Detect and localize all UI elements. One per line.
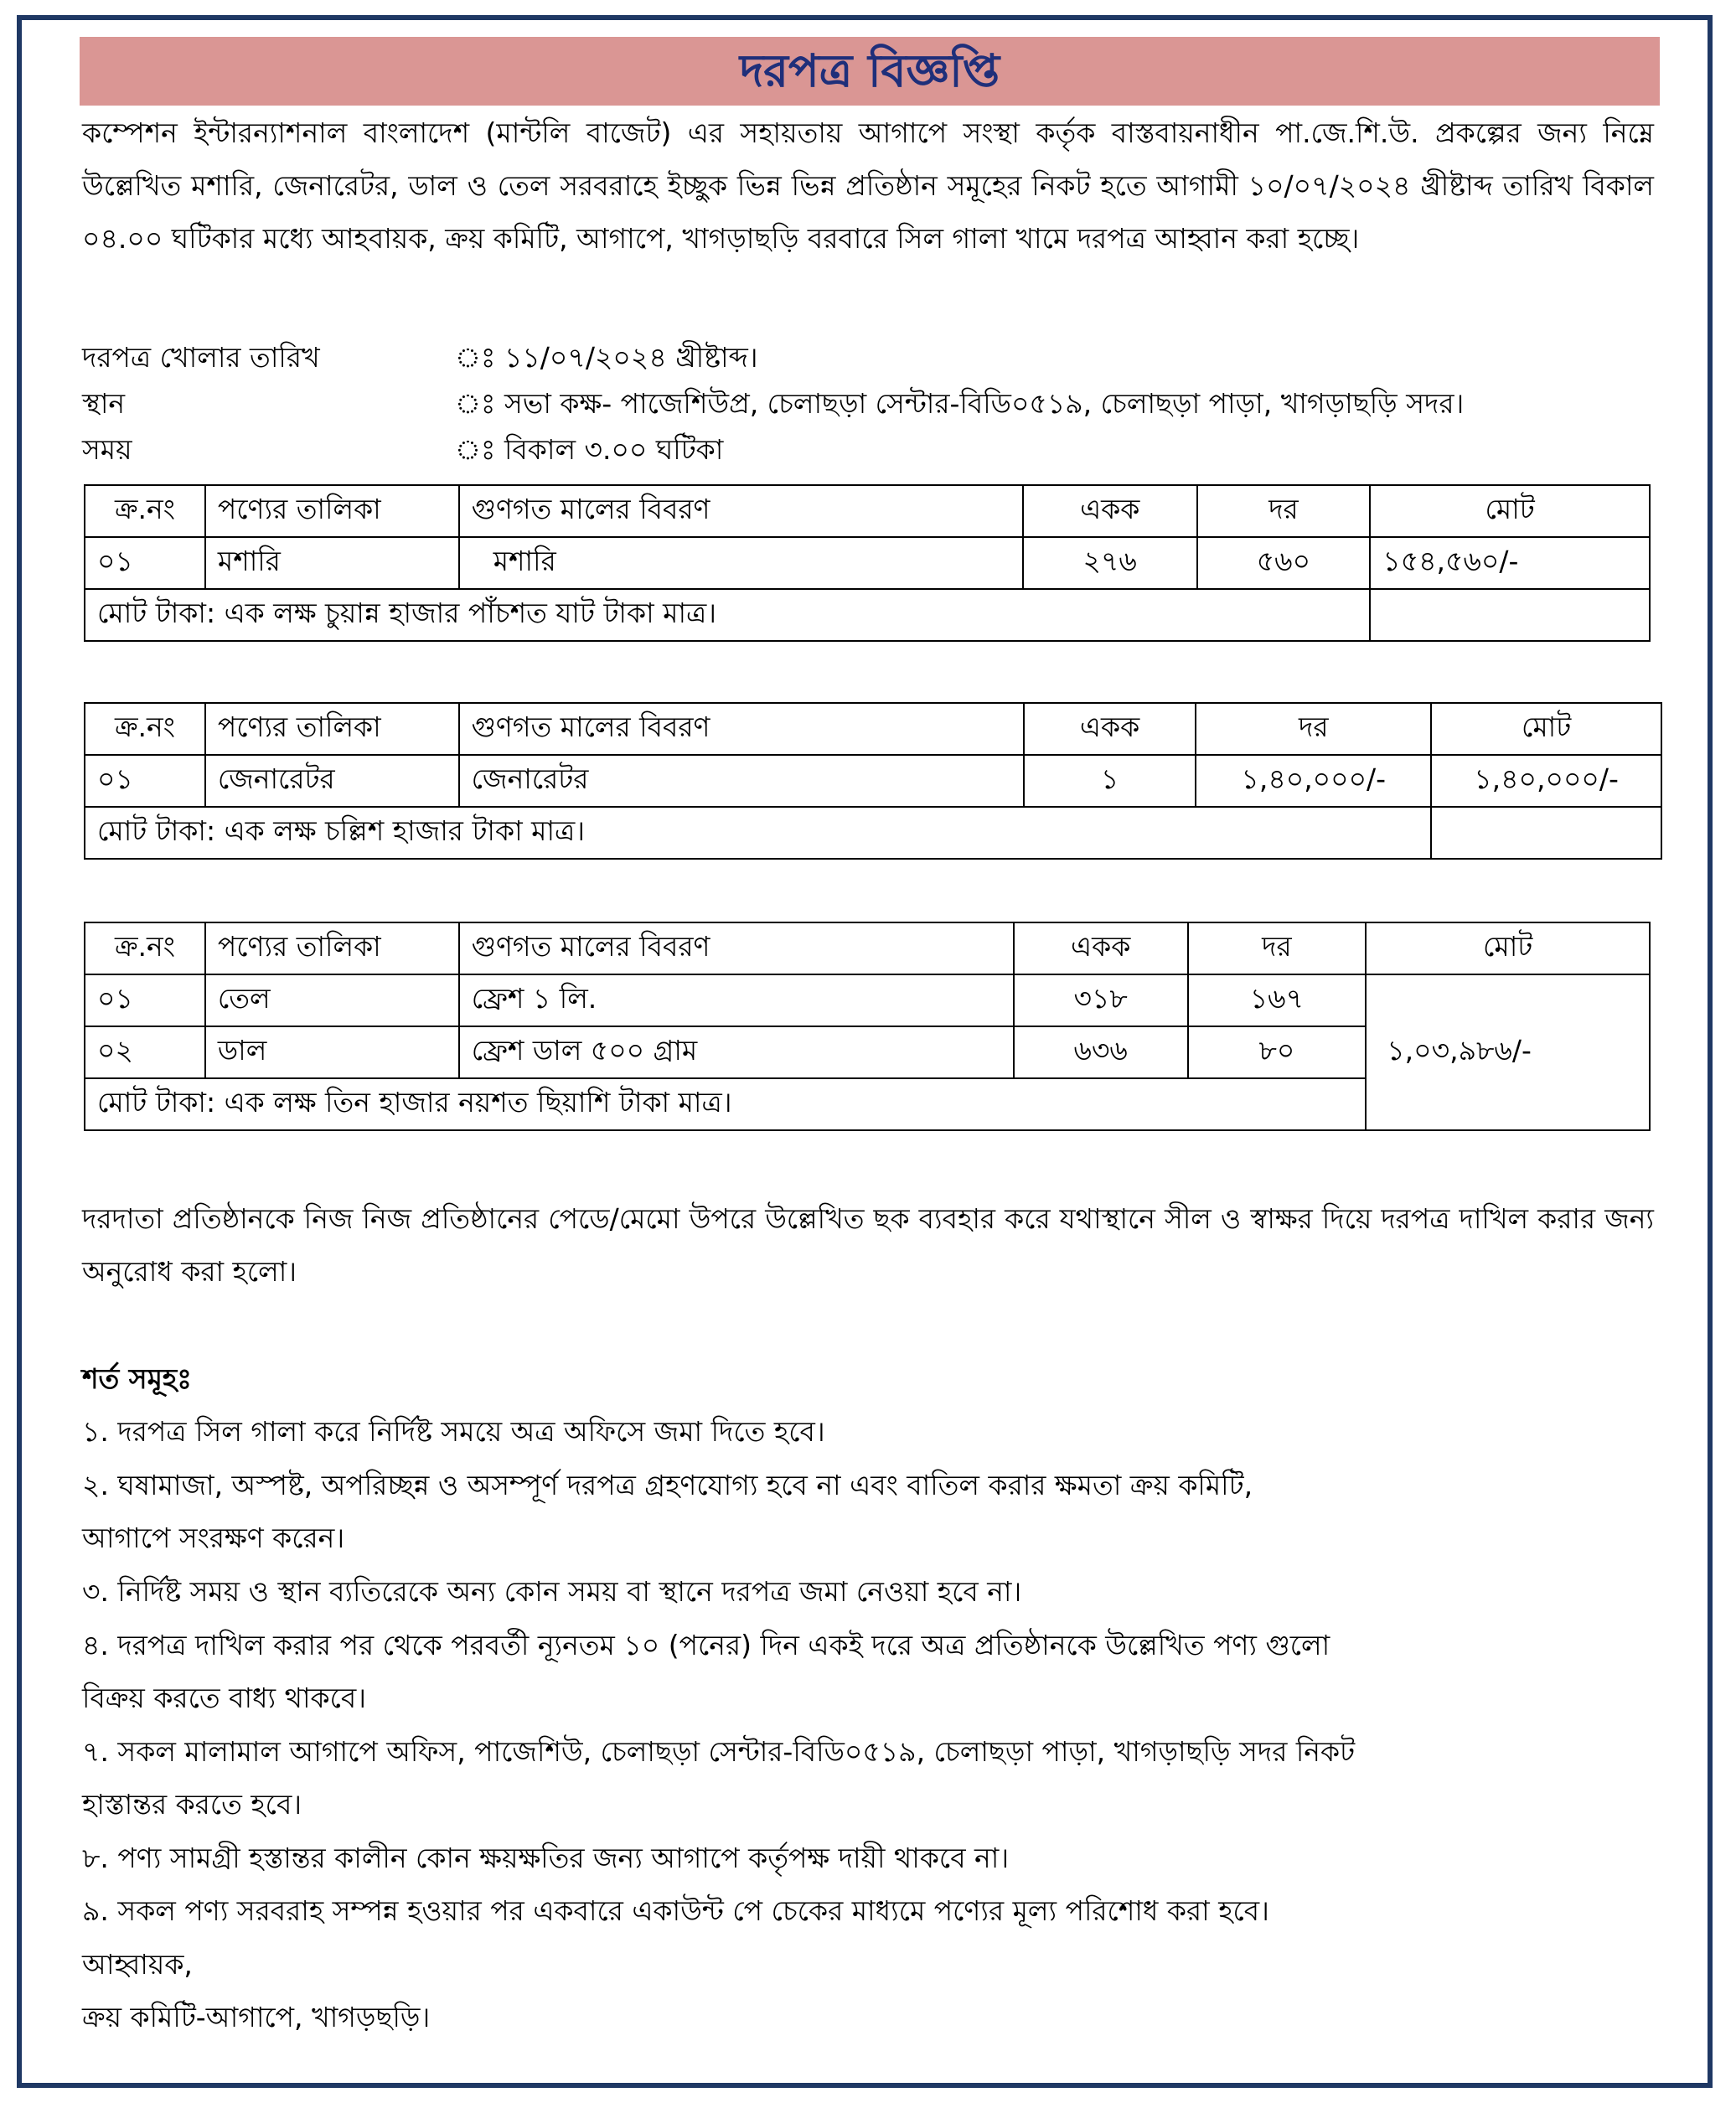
info-venue [82, 384, 1464, 424]
cell-sl: ০২ [85, 1026, 205, 1078]
header-item: পণ্যের তালিকা [205, 922, 459, 974]
cell-desc: জেনারেটর [459, 755, 1024, 807]
signatory-org: ক্রয় কমিটি-আগাপে, খাগড়ছড়ি। [82, 2001, 431, 2033]
cell-rate: ১৬৭ [1188, 974, 1367, 1026]
term-line: ২. ঘষামাজা, অস্পষ্ট, অপরিচ্ছন্ন ও অসম্পূর্ণ দরপত্র গ্রহণযোগ্য হবে না এবং বাতিল করার ক্ষমতা ক্রয় কমিটি, [82, 1469, 1253, 1501]
header-sl: ক্র.নং [85, 485, 205, 537]
total-in-words: মোট টাকা: এক লক্ষ চুয়ান্ন হাজার পাঁচশত যাট টাকা মাত্র। [85, 589, 1370, 641]
term-line: আগাপে সংরক্ষণ করেন। [82, 1522, 345, 1554]
header-qty: একক [1023, 485, 1197, 537]
info-value: ঃ বিকাল ৩.০০ ঘটিকা [455, 433, 724, 466]
table-row [85, 755, 1661, 807]
info-label: স্থান [82, 387, 126, 420]
table-oil-lentil [84, 922, 1651, 1131]
info-label: দরপত্র খোলার তারিখ [82, 341, 320, 374]
table-header-row [85, 485, 1650, 537]
header-rate: দর [1196, 703, 1431, 755]
info-opening-date [82, 338, 758, 378]
term-line: হাস্তান্তর করতে হবে। [82, 1788, 302, 1821]
empty-cell [1370, 589, 1650, 641]
table-words-row [85, 589, 1650, 641]
header-desc: গুণগত মালের বিবরণ [459, 485, 1023, 537]
cell-total: ১,০৩,৯৮৬/- [1366, 974, 1650, 1130]
terms-heading: শর্ত সমূহঃ [82, 1362, 192, 1395]
cell-item: ডাল [205, 1026, 459, 1078]
empty-cell [1431, 807, 1661, 859]
term-line: ৩. নির্দিষ্ট সময় ও স্থান ব্যতিরেকে অন্য কোন সময় বা স্থানে দরপত্র জমা নেওয়া হবে না। [82, 1575, 1022, 1608]
term-line: ৯. সকল পণ্য সরবরাহ সম্পন্ন হওয়ার পর একবারে একাউন্ট পে চেকের মাধ্যমে পণ্যের মূল্য পরিশোধ করা হবে। [82, 1894, 1269, 1927]
header-sl: ক্র.নং [85, 703, 205, 755]
header-qty: একক [1024, 703, 1196, 755]
header-total: মোট [1431, 703, 1661, 755]
term-line: ১. দরপত্র সিল গালা করে নির্দিষ্ট সময়ে অত্র অফিসে জমা দিতে হবে। [82, 1415, 825, 1448]
info-label: সময় [82, 433, 132, 466]
cell-item: মশারি [205, 537, 459, 589]
header-total: মোট [1366, 922, 1650, 974]
header-total: মোট [1370, 485, 1650, 537]
header-rate: দর [1197, 485, 1371, 537]
cell-desc: মশারি [459, 537, 1023, 589]
table-words-row [85, 807, 1661, 859]
term-line: ৮. পণ্য সামগ্রী হস্তান্তর কালীন কোন ক্ষয়ক্ষতির জন্য আগাপে কর্তৃপক্ষ দায়ী থাকবে না। [82, 1842, 1010, 1874]
term-line: বিক্রয় করতে বাধ্য থাকবে। [82, 1682, 367, 1714]
header-desc: গুণগত মালের বিবরণ [459, 922, 1014, 974]
page-title: দরপত্র বিজ্ঞপ্তি [739, 44, 1000, 97]
cell-rate: ১,৪০,০০০/- [1196, 755, 1431, 807]
intro-paragraph: কম্পেশন ইন্টারন্যাশনাল বাংলাদেশ (মান্টলি বাজেট) এর সহায়তায় আগাপে সংস্থা কর্তৃক বাস্তবায়নাধীন পা.জে.শি.উ. প্রকল্পের জন্য নিম্নে উল্লেখিত মশারি, জেনারেটর, ডাল ও তেল সরবরাহে ইচ্ছুক ভিন্ন ভিন্ন প্রতিষ্ঠান সমূহের নিকট হতে আগামী ১০/০৭/২০২৪ খ্রীষ্টাব্দ তারিখ বিকাল ০৪.০০ ঘটিকার মধ্যে আহবায়ক, ক্রয় কমিটি, আগাপে, খাগড়াছড়ি বরবারে সিল গালা খামে দরপত্র আহ্বান করা হচ্ছে। [82, 116, 1654, 255]
header-item: পণ্যের তালিকা [205, 703, 459, 755]
info-value: ঃ সভা কক্ষ- পাজেশিউপ্র, চেলাছড়া সেন্টার-বিডি০৫১৯, চেলাছড়া পাড়া, খাগড়াছড়ি সদর। [455, 387, 1465, 420]
table-row [85, 537, 1650, 589]
cell-desc: ফ্রেশ ডাল ৫০০ গ্রাম [459, 1026, 1014, 1078]
cell-desc: ফ্রেশ ১ লি. [459, 974, 1014, 1026]
cell-total: ১,৪০,০০০/- [1431, 755, 1661, 807]
cell-qty: ২৭৬ [1023, 537, 1197, 589]
header-sl: ক্র.নং [85, 922, 205, 974]
cell-qty: ৬৩৬ [1014, 1026, 1188, 1078]
cell-rate: ৮০ [1188, 1026, 1367, 1078]
cell-sl: ০১ [85, 755, 205, 807]
total-in-words: মোট টাকা: এক লক্ষ তিন হাজার নয়শত ছিয়াশি টাকা মাত্র। [85, 1078, 1366, 1130]
cell-sl: ০১ [85, 537, 205, 589]
cell-item: জেনারেটর [205, 755, 459, 807]
header-qty: একক [1014, 922, 1188, 974]
table-header-row [85, 703, 1661, 755]
table-row [85, 974, 1650, 1026]
info-time [82, 430, 723, 470]
header-rate: দর [1188, 922, 1367, 974]
signatory-title: আহ্বায়ক, [82, 1948, 193, 1981]
cell-rate: ৫৬০ [1197, 537, 1371, 589]
table-mosquito-net [84, 484, 1651, 642]
header-desc: গুণগত মালের বিবরণ [459, 703, 1024, 755]
request-paragraph: দরদাতা প্রতিষ্ঠানকে নিজ নিজ প্রতিষ্ঠানের পেডে/মেমো উপরে উল্লেখিত ছক ব্যবহার করে যথাস্থানে সীল ও স্বাক্ষর দিয়ে দরপত্র দাখিল করার জন্য অনুরোধ করা হলো। [82, 1202, 1654, 1288]
cell-qty: ৩১৮ [1014, 974, 1188, 1026]
info-value: ঃ ১১/০৭/২০২৪ খ্রীষ্টাব্দ। [455, 341, 758, 374]
cell-sl: ০১ [85, 974, 205, 1026]
cell-item: তেল [205, 974, 459, 1026]
cell-qty: ১ [1024, 755, 1196, 807]
total-in-words: মোট টাকা: এক লক্ষ চল্লিশ হাজার টাকা মাত্র। [85, 807, 1431, 859]
cell-total: ১৫৪,৫৬০/- [1370, 537, 1650, 589]
header-item: পণ্যের তালিকা [205, 485, 459, 537]
term-line: ৪. দরপত্র দাখিল করার পর থেকে পরবর্তী ন্যূনতম ১০ (পনের) দিন একই দরে অত্র প্রতিষ্ঠানকে উল্লেখিত পণ্য গুলো [82, 1629, 1330, 1661]
table-generator [84, 702, 1662, 860]
table-header-row [85, 922, 1650, 974]
term-line: ৭. সকল মালামাল আগাপে অফিস, পাজেশিউ, চেলাছড়া সেন্টার-বিডি০৫১৯, চেলাছড়া পাড়া, খাগড়াছড়ি সদর নিকট [82, 1735, 1356, 1768]
